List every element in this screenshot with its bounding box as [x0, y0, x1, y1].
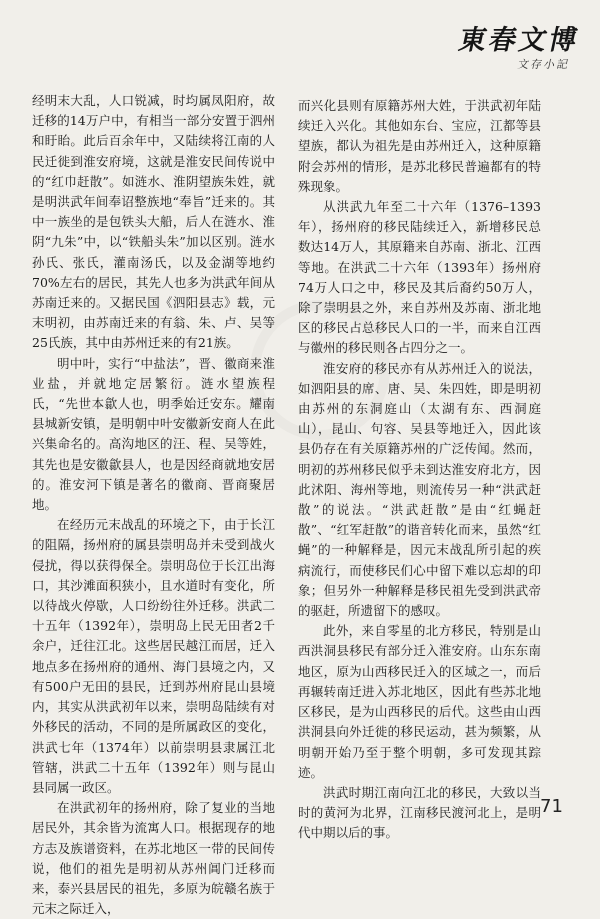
- right-text-column: [298, 96, 541, 844]
- magazine-logo: [450, 18, 583, 73]
- paragraph: 淮安府的移民亦有从苏州迁入的说法，如泗阳县的席、唐、吴、朱四姓，即是明初由苏州的东洞庭山（太湖有东、西洞庭山），昆山、句容、吴县等地迁入，因此该县仍存在有关原籍苏州的广泛传闻。然而，明初的苏州移民似乎未到达淮安府北方，因此沭阳、海州等地，则流传另一种“洪武赶散”的说法。“洪武赶散”是由“红蝇赶散”、“红军赶散”的谐音转化而来，虽然“红蝇”的一种解释是，因元末战乱所引起的疾病流行，而使移民们心中留下难以忘却的印象；但另外一种解释是移民祖先受到洪武帝的驱赶，所遗留下的感叹。: [298, 360, 541, 619]
- logo-title: 東春文博: [456, 25, 583, 56]
- paragraph: 洪武时期江南向江北的移民，大致以当时的黄河为北界，江南移民渡河北上，是明代中期以后的事。: [298, 784, 541, 841]
- left-text-column: [32, 91, 275, 919]
- paragraph: 在洪武初年的扬州府，除了复业的当地居民外，其余皆为流寓人口。根据现存的地方志及族谱资料，在苏北地区一带的民间传说，他们的祖先是明初从苏州阊门迁移而来，泰兴县居民的祖先，多原为皖赣名族于元末之际迁入，: [32, 800, 275, 917]
- paragraph: 此外，来自零星的北方移民，特别是山西洪洞县移民有部分迁入淮安府。山东东南地区，原为山西移民迁入的区域之一，而后再辗转南迁进入苏北地区，因此有些苏北地区移民，是为山西移民的后代。这些由山西洪洞县向外迁徙的移民运动，甚为频繁，从明朝开始乃至于整个明朝，多可发现其踪迹。: [298, 623, 541, 780]
- logo-signature: 文存小記: [516, 58, 572, 71]
- paragraph: 从洪武九年至二十六年（1376–1393年），扬州府的移民陆续迁入，新增移民总数达14万人，其原籍来自苏南、浙北、江西等地。在洪武二十六年（1393年）扬州府74万人口之中，移民及其后裔约50万人，除了崇明县之外，来自苏州及苏南、浙北地区的移民占总移民人口的一半，而来自江西与徽州的移民则各占四分之一。: [298, 199, 541, 356]
- page-number: 71: [540, 796, 563, 817]
- paragraph: 而兴化县则有原籍苏州大姓，于洪武初年陆续迁入兴化。其他如东台、宝应，江都等县望族，都认为祖先是由苏州迁入，这种原籍附会苏州的情形，是苏北移民普遍都有的特殊现象。: [298, 98, 541, 194]
- paragraph: 经明末大乱，人口锐减，时均属凤阳府，故迁移的14万户中，有相当一部分安置于泗州和盱眙。此后百余年中，又陆续将江南的人民迁徙到淮安府境，这就是淮安民间传说中的“红巾赶散”。如涟水、淮阴望族朱姓，就是明洪武年间奉诏整族地“奉旨”迁来的。其中一族坐的是包铁头大船，后人在涟水、淮阴“九朱”中，以“铁船头朱”加以区别。涟水孙氏、张氏，灌南汤氏，以及金湖等地约70%左右的居民，其先人也多为洪武年间从苏南迁来的。又据民国《泗阳县志》载，元末明初，由苏南迁来的有翁、朱、卢、吴等25氏族，其中由苏州迁来的有21族。: [32, 93, 275, 351]
- paragraph: 明中叶，实行“中盐法”，晋、徽商来淮业盐，并就地定居繁衍。涟水望族程氏，“先世本歙人也，明季始迁安东。耀南县城新安镇，是明朝中叶安徽新安商人在此兴集命名的。高沟地区的汪、程、吴等姓，其先也是安徽歙县人，也是因经商就地安居的。淮安河下镇是著名的徽商、晋商聚居地。: [32, 355, 275, 513]
- paragraph: 在经历元末战乱的环境之下，由于长江的阻隔，扬州府的属县崇明岛并未受到战火侵扰，得以获得保全。崇明岛位于长江出海口，其沙滩面积狭小，且水道时有变化，所以待战火停歇，人口纷纷往外迁移。洪武二十五年（1392年），崇明岛上民无田者2千余户，迁往江北。这些居民越江而居，迁入地点多在扬州府的通州、海门县境之内，又有500户无田的县民，迁到苏州府昆山县境内，其实从洪武初年以来，崇明岛陆续有对外移民的活动，不同的是所属政区的变化，洪武七年（1374年）以前崇明县隶属江北管辖，洪武二十五年（1392年）则与昆山县同属一政区。: [32, 517, 275, 795]
